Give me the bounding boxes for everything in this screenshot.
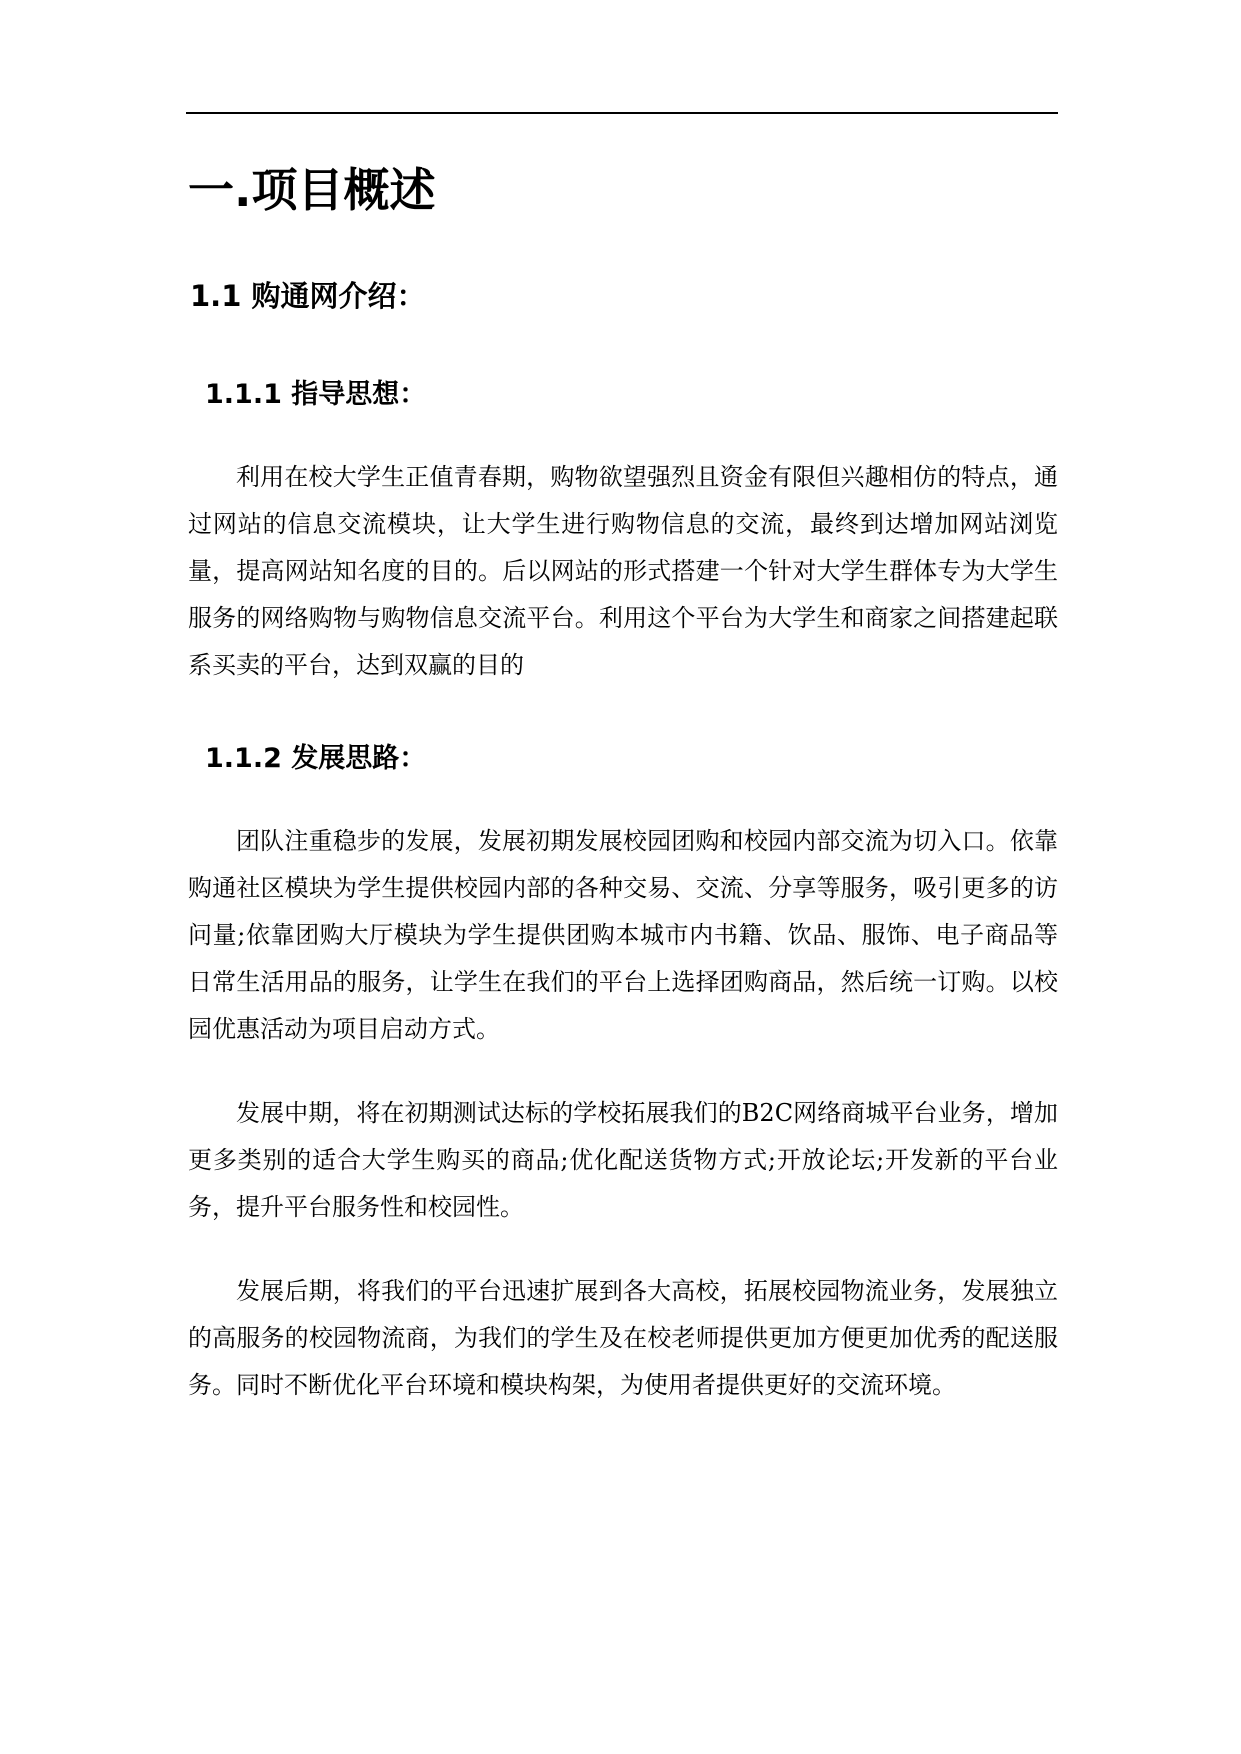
guiding-idea-paragraph: 利用在校大学生正值青春期，购物欲望强烈且资金有限但兴趣相仿的特点，通过网站的信息交流模块，让大学生进行购物信息的交流，最终到达增加网站浏览量，提高网站知名度的目的。后以网站的形式搭建一个针对大学生群体专为大学生服务的网络购物与购物信息交流平台。利用这个平台为大学生和商家之间搭建起联系买卖的平台，达到双赢的目的	[188, 463, 1058, 679]
development-middle-paragraph: 发展中期，将在初期测试达标的学校拓展我们的B2C网络商城平台业务，增加更多类别的适合大学生购买的商品;优化配送货物方式;开放论坛;开发新的平台业务，提升平台服务性和校园性。	[188, 1099, 1058, 1221]
header-rule	[186, 112, 1058, 114]
development-early-paragraph: 团队注重稳步的发展，发展初期发展校园团购和校园内部交流为切入口。依靠购通社区模块为学生提供校园内部的各种交易、交流、分享等服务，吸引更多的访问量;依靠团购大厅模块为学生提供团购本城市内书籍、饮品、服饰、电子商品等日常生活用品的服务，让学生在我们的平台上选择团购商品，然后统一订购。以校园优惠活动为项目启动方式。	[188, 827, 1058, 1043]
section-heading: 1.1 购通网介绍：	[190, 279, 426, 313]
subsection-heading-development-plan: 1.1.2 发展思路：	[205, 743, 427, 774]
development-late-paragraph: 发展后期，将我们的平台迅速扩展到各大高校，拓展校园物流业务，发展独立的高服务的校园物流商，为我们的学生及在校老师提供更加方便更加优秀的配送服务。同时不断优化平台环境和模块构架，为使用者提供更好的交流环境。	[188, 1277, 1058, 1399]
subsection-heading-guiding-idea: 1.1.1 指导思想：	[205, 379, 427, 410]
chapter-heading: 一.项目概述	[188, 163, 436, 217]
